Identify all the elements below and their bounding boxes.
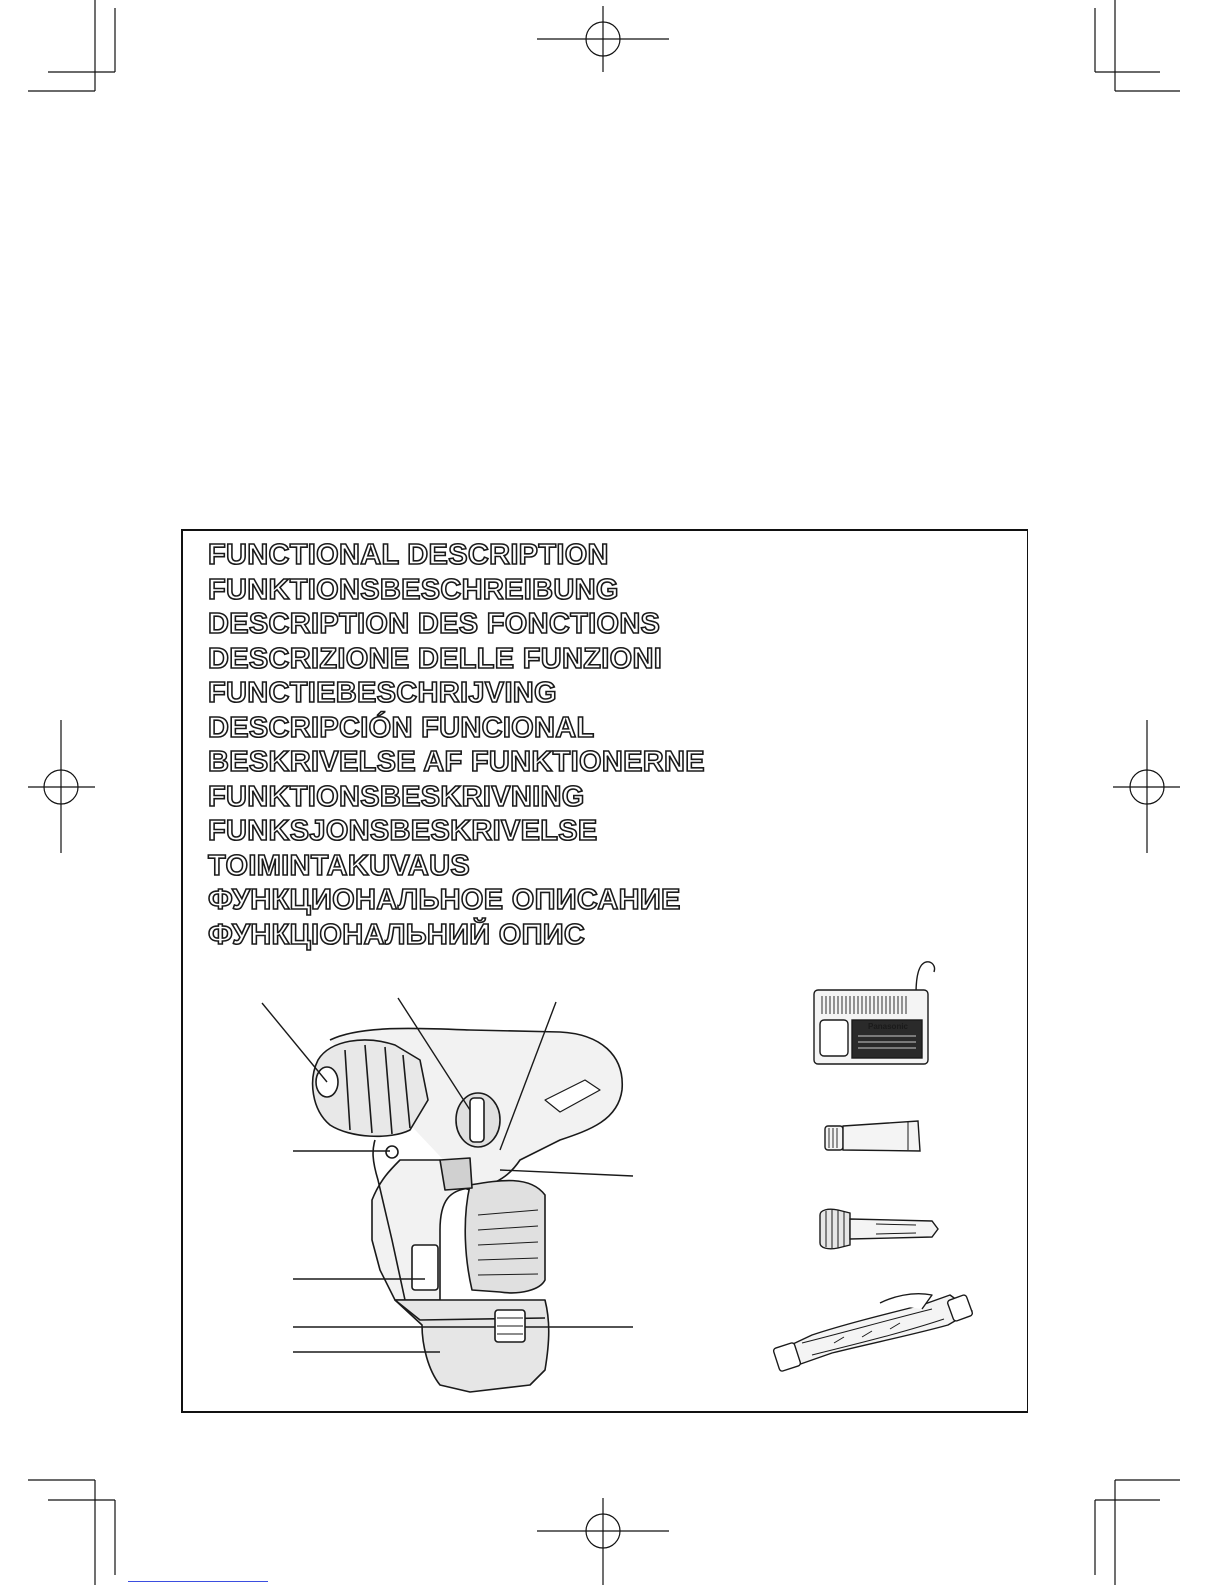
battery-charger [808, 958, 940, 1068]
registration-mark-left [28, 720, 95, 853]
grease-tube [822, 1118, 926, 1158]
section-title: ФУНКЦІОНАЛЬНИЙ ОПИС [208, 918, 586, 951]
section-title-list [208, 538, 705, 952]
registration-mark-bottom [537, 1498, 669, 1585]
section-title: FUNKSJONSBESKRIVELSE [208, 815, 598, 847]
section-title: FUNKTIONSBESKRIVNING [208, 780, 585, 813]
charger-cable [916, 962, 935, 994]
registration-mark-right [1113, 720, 1180, 853]
shoulder-strap [772, 1285, 977, 1375]
footer-underline [128, 1581, 268, 1582]
side-button [386, 1146, 398, 1158]
sds-adapter [816, 1205, 942, 1253]
section-title: BESKRIVELSE AF FUNKTIONERNE [208, 746, 705, 778]
trigger [440, 1158, 472, 1190]
section-title: DESCRIZIONE DELLE FUNZIONI [208, 642, 663, 675]
section-title: FUNCTIONAL DESCRIPTION [208, 539, 609, 571]
handle-grip [465, 1181, 545, 1293]
charger-brand-label: Panasonic [867, 1022, 909, 1031]
section-title: DESCRIPCIÓN FUNCIONAL [208, 711, 595, 744]
belt-clip [412, 1245, 438, 1290]
section-title: DESCRIPTION DES FONCTIONS [208, 608, 661, 640]
section-title: FUNCTIEBESCHRIJVING [208, 677, 557, 709]
section-title: TOIMINTAKUVAUS [208, 849, 470, 882]
section-title: FUNKTIONSBESCHREIBUNG [208, 573, 619, 606]
drill-illustration [240, 990, 660, 1400]
registration-mark-top [537, 6, 669, 72]
section-title: ФУНКЦИОНАЛЬНОЕ ОПИСАНИЕ [208, 884, 681, 916]
